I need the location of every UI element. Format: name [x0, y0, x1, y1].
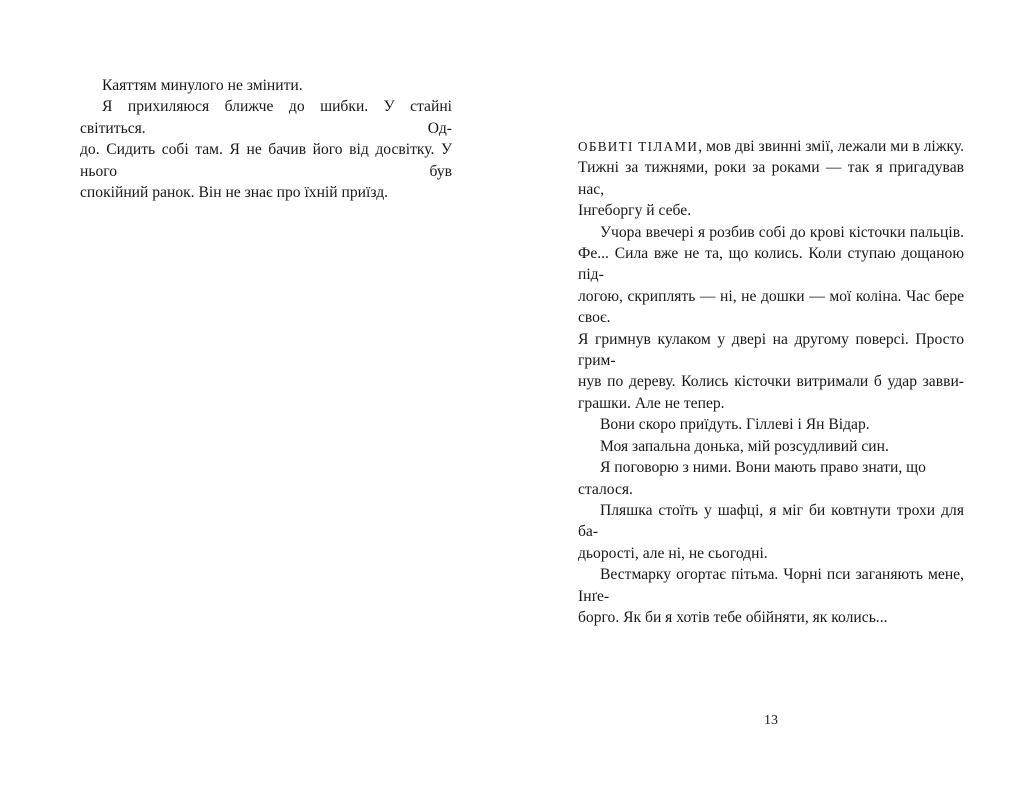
text-line: Учора ввечері я розбив собі до крові кісточки пальців.	[600, 223, 964, 241]
chapter-opening-smallcaps: ОБВИТІ ТІЛАМИ	[578, 139, 699, 154]
text-line: Моя запальна донька, мій розсудливий син.	[600, 437, 889, 455]
text-line: Вони скоро приїдуть. Гіллеві і Ян Відар.	[600, 416, 870, 434]
text-line: Я прихиляюся ближче до шибки. У стайні світиться. Од-	[80, 98, 452, 137]
text-line: Каяттям минулого не змінити.	[102, 77, 303, 94]
text-line: Я гримнув кулаком у двері на другому поверсі. Просто грим-	[578, 330, 964, 370]
text-line: ОБВИТІ ТІЛАМИ, мов дві звинні змії, лежали ми в ліжку.	[578, 138, 964, 155]
text-line: Вестмарку огортає пітьма. Чорні пси заганяють мене, Інґе-	[578, 566, 964, 605]
text-line: до. Сидить собі там. Я не бачив його від досвітку. У нього був	[80, 141, 452, 180]
right-page-text	[578, 136, 964, 628]
text-line: борго. Як би я хотів тебе обійняти, як колись...	[578, 608, 888, 626]
text-line: Фе... Сила вже не та, що колись. Коли ступаю дощаною під-	[578, 245, 964, 284]
text-line: Інгеборгу й себе.	[578, 202, 692, 220]
text-line: нув по дереву. Колись кісточки витримали б удар завви-	[578, 373, 964, 391]
text-line: логою, скриплять — ні, не дошки — мої коліна. Час бере своє.	[578, 287, 964, 327]
text-line: Тижні за тижнями, роки за роками — так я пригадував нас,	[578, 159, 964, 198]
page-number: 13	[764, 713, 778, 728]
text-line: Пляшка стоїть у шафці, я міг би ковтнути трохи для ба-	[578, 501, 964, 541]
text-line: Я поговорю з ними. Вони мають право знати, що сталося.	[578, 459, 926, 498]
text-line: спокійний ранок. Він не знає про їхній приїзд.	[80, 184, 389, 202]
text-line: грашки. Але не тепер.	[578, 394, 725, 412]
text-line: дьорості, але ні, не сьогодні.	[578, 544, 768, 562]
left-page-text	[80, 75, 452, 203]
